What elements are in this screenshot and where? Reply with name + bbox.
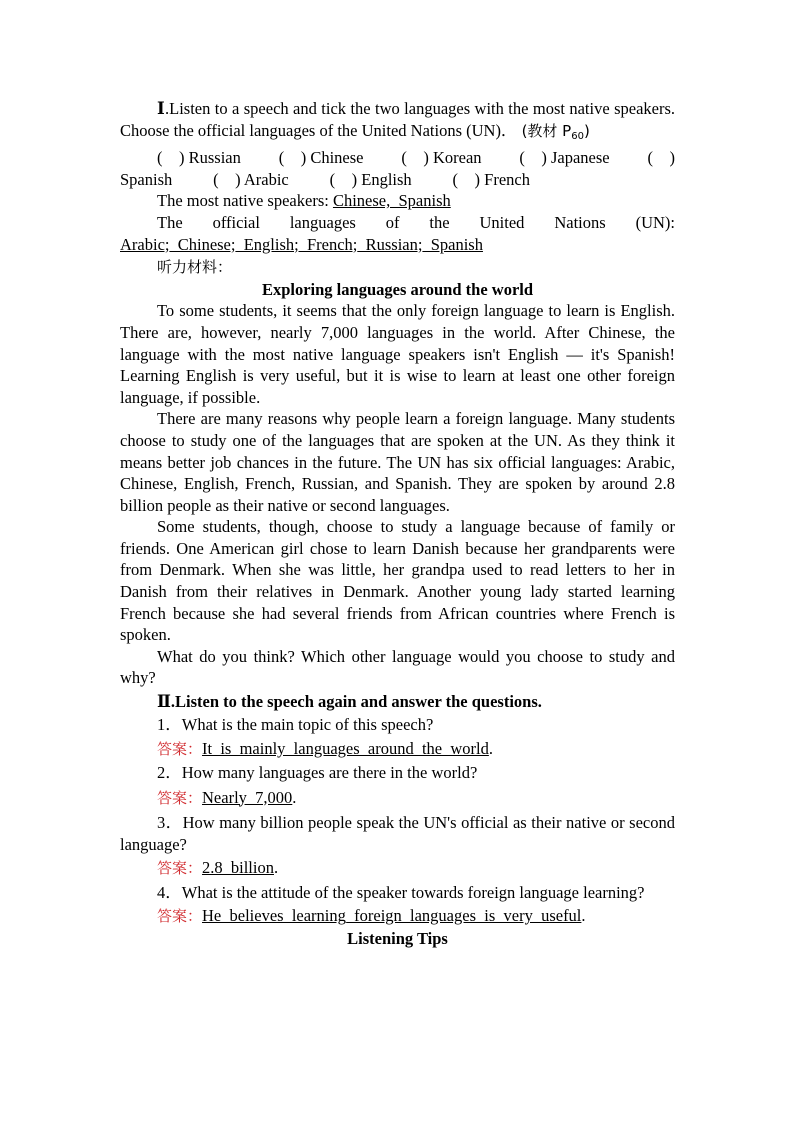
- material-title: Exploring languages around the world: [261, 279, 534, 299]
- answer-4: [120, 904, 675, 928]
- official-answer: Arabic;_Chinese;_English;_French;_Russian;_Spanish: [120, 234, 483, 254]
- official-label: The official languages of the United Nations (UN):: [157, 212, 675, 232]
- task1-number: Ⅰ: [157, 99, 166, 118]
- option-spanish-label: Spanish: [120, 169, 173, 189]
- task2-heading-text: .Listen to the speech again and answer the questions.: [170, 692, 542, 712]
- listening-material-label-text: 听力材料：: [157, 258, 233, 277]
- official-answer-line: [120, 234, 675, 256]
- option-japanese[interactable]: ( ) Japanese: [519, 148, 610, 168]
- answer-3-text: 2.8_billion: [202, 857, 274, 877]
- material-paragraph-1: To some students, it seems that the only foreign language to learn is English. There are, however, nearly 7,000 languages in the world. After Chinese, the language with the most native language speakers isn't English — it's Spanish! Learning English is very useful, but it is wise to learn at least one other foreign language, if possible.: [120, 301, 675, 407]
- question-4: 4．What is the attitude of the speaker towards foreign language learning?: [157, 883, 645, 903]
- answer-3: [120, 856, 675, 880]
- answer-3-end: .: [273, 857, 279, 877]
- question-2: 2．How many languages are there in the world?: [157, 763, 478, 783]
- option-spanish-bracket[interactable]: ( ): [647, 148, 675, 168]
- task1-instructions: [120, 98, 675, 147]
- most-native-speakers: [120, 190, 675, 212]
- question-block-2: [120, 761, 675, 810]
- option-korean[interactable]: ( ) Korean: [401, 148, 482, 168]
- option-french[interactable]: ( ) French: [452, 169, 530, 189]
- answer-1-end: .: [488, 738, 493, 758]
- document-page: [120, 98, 675, 950]
- most-native-label: The most native speakers:: [157, 191, 333, 211]
- answer-2: [120, 786, 675, 810]
- material-paragraph-4: What do you think? Which other language would you choose to study and why?: [120, 646, 675, 688]
- listening-material-label: [120, 256, 675, 279]
- answer-2-text: Nearly_7,000: [202, 787, 293, 807]
- task1-heading: .Listen to a speech and tick the two languages with the most native speakers. Choose the official languages of the United Nations (UN)．: [120, 99, 676, 140]
- options-line-2: [120, 169, 530, 191]
- listening-tips-heading: Listening Tips: [347, 929, 448, 949]
- task2-heading: [120, 691, 675, 713]
- material-paragraph-2: There are many reasons why people learn a foreign language. Many students choose to study one of the languages that are spoken at the UN. As they think it means better job chances in the future. The UN has six official languages: Arabic, Chinese, English, French, Russian, and Spanish. They are spoken by around 2.8 billion people as their native or second languages.: [120, 409, 675, 515]
- answer-2-end: .: [292, 787, 297, 807]
- answer-label: 答案：: [157, 858, 203, 877]
- option-arabic[interactable]: ( ) Arabic: [213, 169, 289, 189]
- task2-number: Ⅱ: [157, 692, 171, 712]
- option-russian[interactable]: ( ) Russian: [157, 148, 241, 168]
- official-languages: [120, 212, 675, 234]
- options-line-1: [120, 147, 675, 169]
- answer-label: 答案：: [157, 788, 203, 807]
- answer-4-end: .: [581, 906, 586, 926]
- option-english[interactable]: ( ) English: [329, 169, 412, 189]
- material-paragraph-3: Some students, though, choose to study a language because of family or friends. One American girl chose to learn Danish because her grandparents were from Denmark. When she was little, her grandpa used to read letters to her in Danish from their relatives in Denmark. Another young lady started learning French because she had several friends from African countries where French is spoken.: [120, 517, 675, 645]
- most-native-answer: Chinese,_Spanish: [332, 191, 451, 211]
- answer-1: [120, 737, 675, 761]
- answer-label: 答案：: [157, 907, 203, 926]
- option-chinese[interactable]: ( ) Chinese: [278, 148, 364, 168]
- answer-1-text: It_is_mainly_languages_around_the_world: [202, 738, 489, 758]
- question-block-1: [120, 713, 675, 762]
- textbook-reference: (教材 $P_{60}$): [521, 121, 590, 142]
- question-1: 1．What is the main topic of this speech?: [157, 714, 434, 734]
- question-block-4: [120, 882, 675, 928]
- answer-4-text: He_believes_learning_foreign_languages_is_very_useful: [202, 906, 582, 926]
- question-3: 3．How many billion people speak the UN's official as their native or second language?: [120, 812, 675, 854]
- question-block-3: [120, 812, 675, 880]
- answer-label: 答案：: [157, 739, 203, 758]
